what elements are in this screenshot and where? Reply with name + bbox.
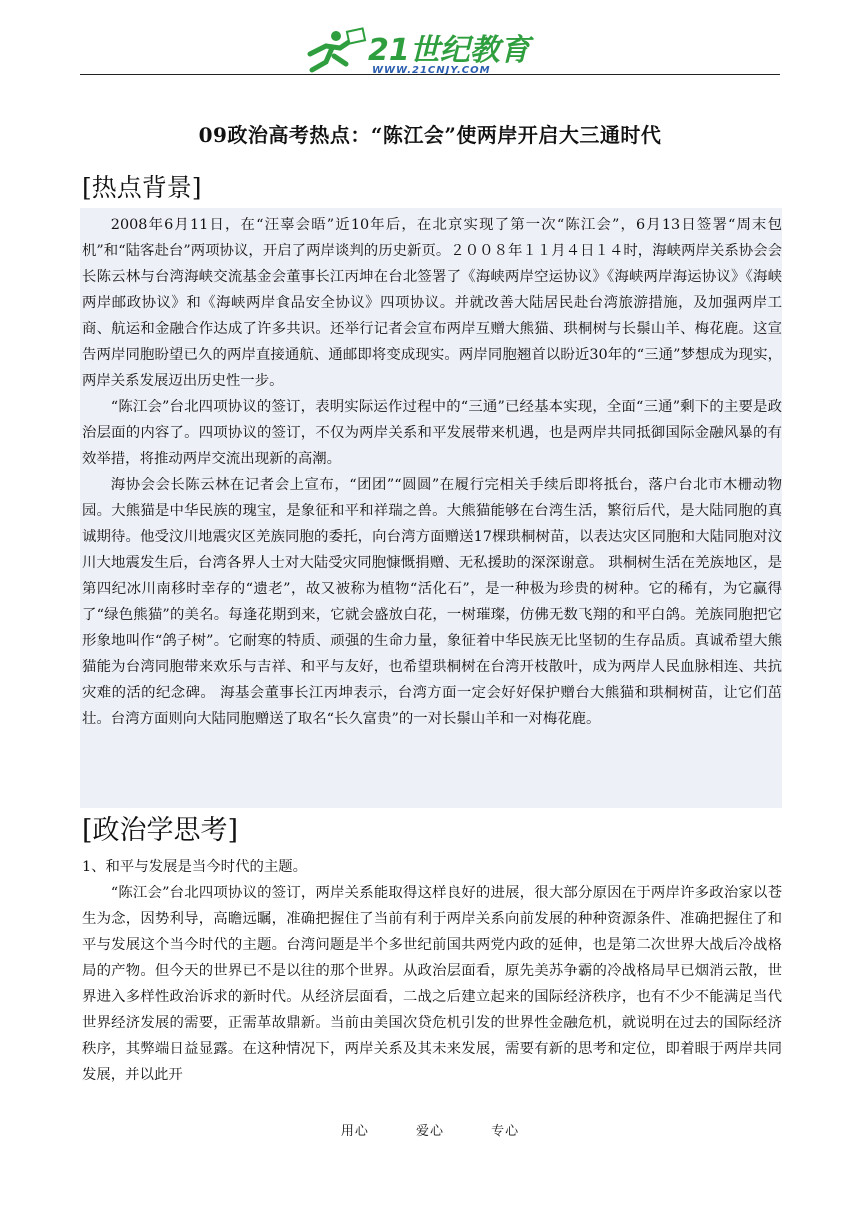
- section-heading-background: [热点背景]: [82, 173, 202, 202]
- page-footer: [80, 1120, 780, 1139]
- document-title: 09政治高考热点：“陈江会”使两岸开启大三通时代: [198, 123, 662, 147]
- footer-item: 爱心: [415, 1124, 444, 1139]
- paragraph: 海协会会长陈云林在记者会上宣布，“团团”“圆圆”在履行完相关手续后即将抵台，落户台北市木栅动物园。大熊猫是中华民族的瑰宝，是象征和平和祥瑞之兽。大熊猫能够在台湾生活，繁衍后代，是大陆同胞的真诚期待。他受汶川地震灾区羌族同胞的委托，向台湾方面赠送17棵珙桐树苗，以表达灾区同胞和大陆同胞对汶川大地震发生后，台湾各界人士对大陆受灾同胞慷慨捐赠、无私援助的深深谢意。 珙桐树生活在羌族地区，是第四纪冰川南移时幸存的“遗老”，故又被称为植物“活化石”，是一种极为珍贵的树种。它的稀有，为它赢得了“绿色熊猫”的美名。每逢花期到来，它就会盛放白花，一树璀璨，仿佛无数飞翔的和平白鸽。羌族同胞把它形象地叫作“鸽子树”。它耐寒的特质、顽强的生命力量，象征着中华民族无比坚韧的生存品质。真诚希望大熊猫能为台湾同胞带来欢乐与吉祥、和平与友好，也希望珙桐树在台湾开枝散叶，成为两岸人民血脉相连、共抗灾难的活的纪念碑。 海基会董事长江丙坤表示，台湾方面一定会好好保护赠台大熊猫和珙桐树苗，让它们茁壮。台湾方面则向大陆同胞赠送了取名“长久富贵”的一对长鬃山羊和一对梅花鹿。: [82, 477, 782, 727]
- section-body-thinking: [82, 854, 782, 1088]
- paragraph: 2008年6月11日，在“汪辜会晤”近10年后，在北京实现了第一次“陈江会”，6月13日签署“周末包机”和“陆客赴台”两项协议，开启了两岸谈判的历史新页。２００８年１１月４日１４时，海峡两岸关系协会会长陈云林与台湾海峡交流基金会董事长江丙坤在台北签署了《海峡两岸空运协议》《海峡两岸海运协议》《海峡两岸邮政协议》和《海峡两岸食品安全协议》四项协议。并就改善大陆居民赴台湾旅游措施，及加强两岸工商、航运和金融合作达成了许多共识。还举行记者会宣布两岸互赠大熊猫、珙桐树与长鬃山羊、梅花鹿。这宣告两岸同胞盼望已久的两岸直接通航、通邮即将变成现实。两岸同胞翘首以盼近30年的“三通”梦想成为现实，两岸关系发展迈出历史性一步。: [82, 217, 782, 389]
- logo-graphic: [296, 26, 566, 78]
- point-heading: 1、和平与发展是当今时代的主题。: [82, 859, 308, 875]
- header-divider: [80, 74, 780, 75]
- section-heading-thinking: [政治学思考]: [82, 815, 239, 846]
- logo-url-text: WWW.21CNJY.COM: [372, 65, 491, 76]
- paragraph: “陈江会”台北四项协议的签订，两岸关系能取得这样良好的进展，很大部分原因在于两岸许多政治家以苍生为念，因势利导，高瞻远瞩，准确把握住了当前有利于两岸关系向前发展的种种资源条件、准确把握住了和平与发展这个当今时代的主题。台湾问题是半个多世纪前国共两党内政的延伸，也是第二次世界大战后冷战格局的产物。但今天的世界已不是以往的那个世界。从政治层面看，原先美苏争霸的冷战格局早已烟消云散，世界进入多样性政治诉求的新时代。从经济层面看，二战之后建立起来的国际经济秩序，也有不少不能满足当代世界经济发展的需要，正需革故鼎新。当前由美国次贷危机引发的世界性金融危机，就说明在过去的国际经济秩序，其弊端日益显露。在这种情况下，两岸关系及其未来发展，需要有新的思考和定位，即着眼于两岸共同发展，并以此开: [82, 885, 782, 1083]
- section-body-background: [82, 212, 782, 732]
- runner-icon: [310, 28, 365, 70]
- footer-item: 用心: [340, 1124, 369, 1139]
- site-logo[interactable]: [296, 26, 566, 78]
- paragraph: “陈江会”台北四项协议的签订，表明实际运作过程中的“三通”已经基本实现，全面“三通”剩下的主要是政治层面的内容了。四项协议的签订，不仅为两岸关系和平发展带来机遇，也是两岸共同抵御国际金融风暴的有效举措，将推动两岸交流出现新的高潮。: [82, 399, 782, 467]
- footer-item: 专心: [491, 1124, 520, 1139]
- logo-mark-text: 21世纪教育: [368, 33, 530, 68]
